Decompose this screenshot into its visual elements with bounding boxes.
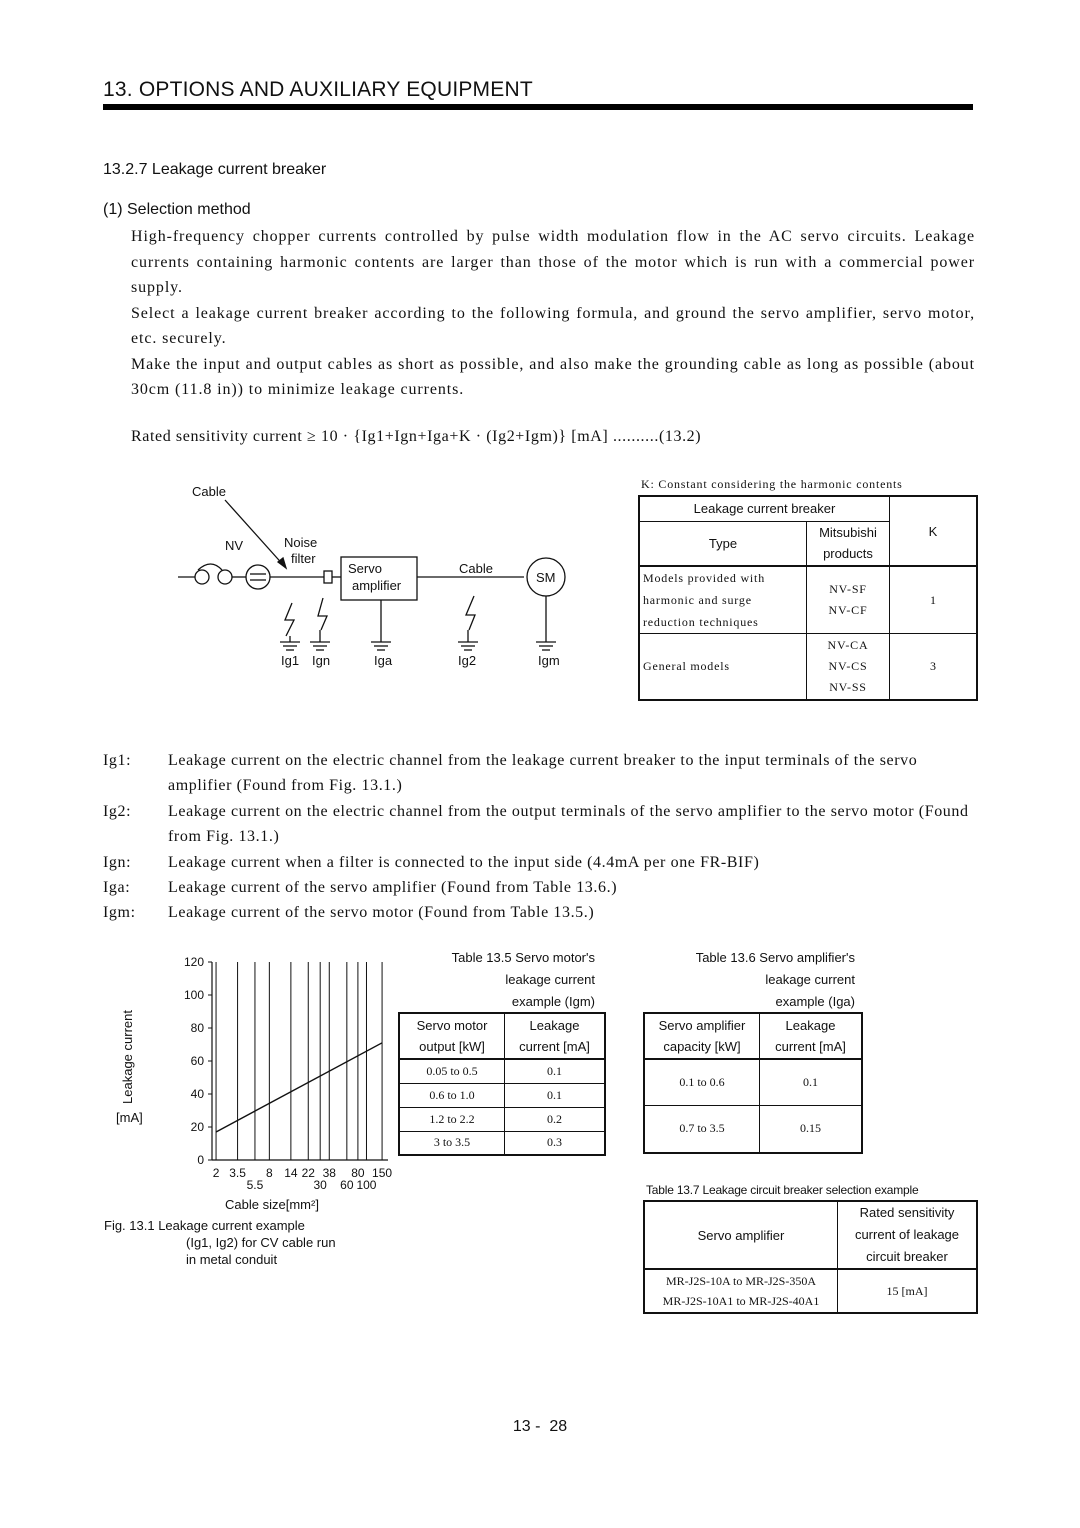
t135-row: 0.6 to 1.0 0.1: [399, 1083, 605, 1107]
label-iga: Iga: [374, 653, 393, 668]
t136-row: 0.7 to 3.5 0.15: [644, 1105, 862, 1153]
x-tick-label: 150: [372, 1166, 393, 1180]
label-ign: Ign: [312, 653, 331, 668]
t136-title-2: leakage current: [765, 972, 855, 987]
k-row-1: [639, 566, 977, 634]
legend-igm: Igm: Leakage current of the servo motor (Found from Table 13.5.): [103, 904, 595, 921]
x-tick-label: 30: [313, 1178, 327, 1192]
y-tick-label: 120: [183, 955, 204, 969]
t135-header-leakage: Leakage current [mA]: [505, 1013, 606, 1059]
k-row-2-type: General models: [643, 658, 730, 673]
x-tick-label: 14: [284, 1166, 298, 1180]
series-line: [216, 1043, 382, 1132]
k-row-2-products: NV-CA NV-CS NV-SS: [807, 634, 890, 700]
leakage-circuit-diagram: [170, 478, 590, 678]
legend-ig1: Ig1: Leakage current on the electric channel from the leakage current breaker to the input terminals of the servo amplifier (Found from Fig. 13.1.): [103, 752, 918, 794]
fig-13-1-caption: [104, 1217, 384, 1268]
label-noise: Noise: [284, 535, 318, 550]
t136-title-3: example (Iga): [775, 994, 855, 1009]
fig-caption-line-1: Fig. 13.1 Leakage current example: [104, 1218, 305, 1233]
y-axis-unit: [mA]: [116, 1110, 143, 1125]
k-row-2: [639, 634, 977, 700]
x-tick-label: 100: [356, 1178, 377, 1192]
label-igm: Igm: [538, 653, 560, 668]
y-tick-label: 80: [190, 1021, 204, 1035]
label-amplifier: amplifier: [352, 578, 402, 593]
fig-13-1-chart: [100, 945, 400, 1215]
y-tick-label: 0: [197, 1153, 204, 1167]
x-tick-label: 3.5: [229, 1166, 246, 1180]
y-tick-label: 100: [183, 988, 204, 1002]
t135-title-2: leakage current: [505, 972, 595, 987]
legend-ign: Ign: Leakage current when a filter is connected to the input side (4.4mA per one FR-BIF): [103, 854, 760, 871]
paragraph-1: High-frequency chopper currents controlled by pulse width modulation flow in the AC servo circuits. Leakage currents containing harmonic contents are larger than those of the motor which is run with a commercial power supply.: [131, 228, 975, 296]
formula: Rated sensitivity current ≥ 10 · {Ig1+Ign+Iga+K · (Ig2+Igm)} [mA] ..........(13.2): [131, 428, 702, 445]
t136-header-leakage: Leakage current [mA]: [760, 1013, 863, 1059]
section-title: 13.2.7 Leakage current breaker: [103, 161, 327, 178]
table-13-6: [643, 1012, 863, 1154]
t135-title-3: example (Igm): [511, 994, 595, 1009]
k-header-k: K: [890, 496, 978, 566]
chapter-title: 13. OPTIONS AND AUXILIARY EQUIPMENT: [103, 78, 533, 101]
k-header-group: Leakage current breaker: [693, 501, 836, 517]
t137-row: [644, 1269, 977, 1313]
k-constant-table: [638, 495, 978, 701]
t137-header-servo: Servo amplifier: [697, 1227, 785, 1243]
t137-header-rated: Rated sensitivity current of leakage circuit breaker: [838, 1201, 978, 1269]
x-tick-label: 60: [340, 1178, 354, 1192]
label-filter: filter: [291, 551, 316, 566]
k-header-products: [807, 521, 890, 566]
t135-row: 0.05 to 0.5 0.1: [399, 1059, 605, 1083]
t136-header-capacity: Servo amplifier capacity [kW]: [658, 1018, 746, 1054]
label-sm: SM: [536, 570, 556, 585]
chapter-rule: [103, 104, 973, 110]
t135-title-1: Table 13.5 Servo motor's: [451, 950, 595, 965]
label-ig1: Ig1: [281, 653, 300, 668]
x-axis-label: Cable size[mm²]: [225, 1197, 319, 1212]
y-tick-label: 60: [190, 1054, 204, 1068]
legend-ig2: Ig2: Leakage current on the electric channel from the output terminals of the servo amplifier to the servo motor (Found from Fig. 13.1.): [103, 803, 969, 845]
t136-row: 0.1 to 0.6 0.1: [644, 1059, 862, 1105]
k-header-type: Type: [639, 521, 807, 566]
page-number: 13 - 28: [512, 1418, 568, 1435]
t135-row: 3 to 3.5 0.3: [399, 1131, 605, 1155]
x-tick-label: 5.5: [246, 1178, 264, 1192]
t135-header-output: Servo motor output [kW]: [416, 1018, 488, 1054]
table-13-7-title: Table 13.7 Leakage circuit breaker selection example: [646, 1183, 919, 1197]
x-tick-label: 38: [322, 1166, 336, 1180]
label-cable-mid: Cable: [459, 561, 493, 576]
label-nv: NV: [225, 538, 244, 553]
table-13-5: [398, 1012, 606, 1156]
label-servo: Servo: [348, 561, 382, 576]
table-13-5-title: [420, 947, 595, 1013]
k-header-mitsubishi: Mitsubishi: [819, 525, 877, 541]
table-13-6-title: [680, 947, 855, 1013]
k-row-1-type: Models provided with harmonic and surge reduction techniques: [643, 571, 765, 629]
k-table-caption: K: Constant considering the harmonic contents: [641, 477, 903, 491]
k-row-1-products: NV-SF NV-CF: [807, 566, 890, 634]
paragraph-2: Select a leakage current breaker according to the following formula, and ground the servo amplifier, servo motor, etc. securely.: [131, 304, 975, 347]
y-tick-label: 40: [190, 1087, 204, 1101]
y-axis-label: Leakage current: [120, 1010, 135, 1104]
subsection-title: (1) Selection method: [103, 201, 251, 218]
label-ig2: Ig2: [458, 653, 477, 668]
x-tick-label: 8: [266, 1166, 273, 1180]
t137-models: MR-J2S-10A to MR-J2S-350A MR-J2S-10A1 to MR-J2S-40A1: [662, 1274, 820, 1308]
y-tick-label: 20: [190, 1120, 204, 1134]
k-header-products-word: products: [823, 546, 873, 562]
label-cable-top: Cable: [192, 484, 226, 499]
table-13-7: [643, 1200, 978, 1314]
t135-row: 1.2 to 2.2 0.2: [399, 1107, 605, 1131]
legend-iga: Iga: Leakage current of the servo amplifier (Found from Table 13.6.): [103, 879, 618, 896]
k-row-2-k: 3: [890, 634, 978, 700]
paragraph-3: Make the input and output cables as short as possible, and also make the grounding cable as long as possible (about 30cm (11.8 in)) to minimize leakage currents.: [131, 355, 975, 398]
fig-caption-line-3: in metal conduit: [186, 1252, 278, 1267]
x-tick-label: 2: [212, 1166, 220, 1180]
x-tick-label: 22: [301, 1166, 315, 1180]
fig-caption-line-2: (Ig1, Ig2) for CV cable run: [186, 1235, 336, 1250]
x-tick-label: 80: [351, 1166, 365, 1180]
t137-value: 15 [mA]: [838, 1269, 978, 1313]
k-row-1-k: 1: [890, 566, 978, 634]
t136-title-1: Table 13.6 Servo amplifier's: [695, 950, 855, 965]
body-paragraphs: [131, 224, 975, 403]
